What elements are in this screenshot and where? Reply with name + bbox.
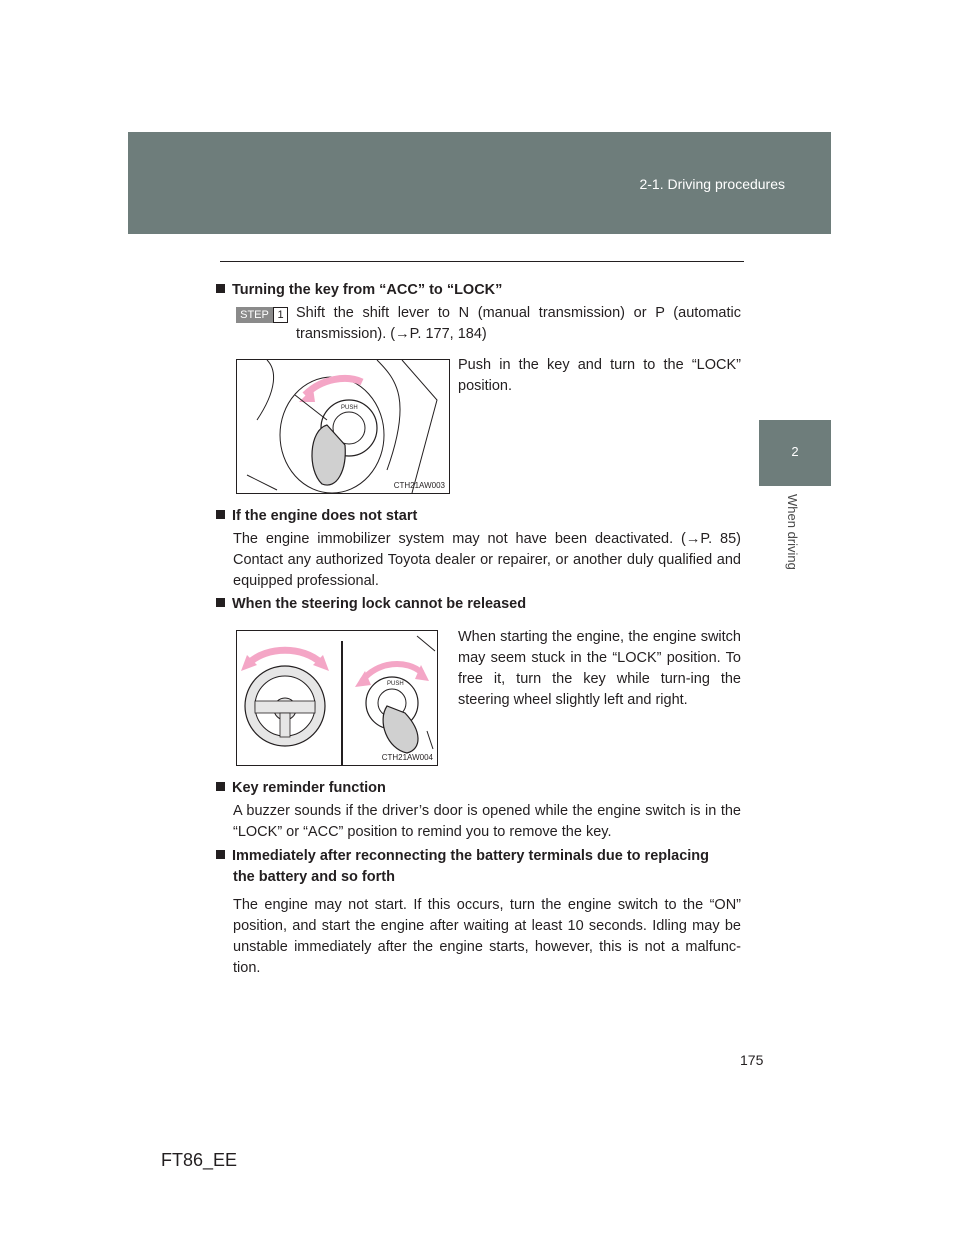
- step-1-text: Shift the shift lever to N (manual transmission) or P (automatic transmission). (→P. 177, 184): [296, 305, 741, 342]
- heading-battery: Immediately after reconnecting the battery terminals due to replacing: [216, 848, 709, 864]
- chapter-tab: [759, 420, 831, 486]
- bullet-square-icon: [216, 598, 225, 607]
- step-2-text: Push in the key and turn to the “LOCK” position.: [458, 357, 741, 394]
- top-rule: [220, 261, 744, 262]
- bullet-square-icon: [216, 782, 225, 791]
- svg-text:PUSH: PUSH: [387, 681, 404, 687]
- ignition-key-illustration: [237, 360, 449, 493]
- chapter-number: 2: [791, 444, 799, 459]
- heading-battery-line2: the battery and so forth: [233, 869, 395, 885]
- no-start-text: The engine immobilizer system may not have been deactivated. (→P. 85) Contact any authorized Toyota dealer or repairer, or another duly qualified and equipped professional.: [233, 531, 741, 589]
- step-1-badge: STEP 1: [236, 307, 286, 323]
- document-code: FT86_EE: [161, 1150, 238, 1170]
- steering-lock-text: When starting the engine, the engine switch may seem stuck in the “LOCK” position. To free it, turn the key while turn-ing the steering wheel slightly left and right.: [458, 629, 741, 708]
- heading-steering-lock: When the steering lock cannot be released: [216, 596, 526, 612]
- chapter-label: When driving: [785, 494, 800, 570]
- bullet-square-icon: [216, 850, 225, 859]
- svg-text:PUSH: PUSH: [341, 405, 358, 411]
- bullet-square-icon: [216, 284, 225, 293]
- steering-wheel-illustration: [237, 631, 437, 765]
- section-title: 2-1. Driving procedures: [639, 176, 785, 192]
- figure-code: CTH21AW003: [393, 481, 445, 490]
- heading-key-reminder: Key reminder function: [216, 780, 386, 796]
- figure-steering-wheel: [236, 630, 438, 766]
- heading-no-start: If the engine does not start: [216, 508, 417, 524]
- figure-code: CTH21AW004: [381, 753, 433, 762]
- heading-turning-key: Turning the key from “ACC” to “LOCK”: [216, 282, 502, 298]
- page-number: 175: [740, 1052, 764, 1068]
- key-reminder-text: A buzzer sounds if the driver’s door is opened while the engine switch is in the “LOCK” or “ACC” position to remind you to remove the key.: [233, 803, 741, 840]
- bullet-square-icon: [216, 510, 225, 519]
- header-band: [128, 132, 831, 234]
- figure-key-lock: [236, 359, 450, 494]
- battery-text: The engine may not start. If this occurs, turn the engine switch to the “ON” position, and start the engine after waiting at least 10 seconds. Idling may be unstable immediately after the engine starts, however, this is not a malfunc-tion.: [233, 897, 741, 976]
